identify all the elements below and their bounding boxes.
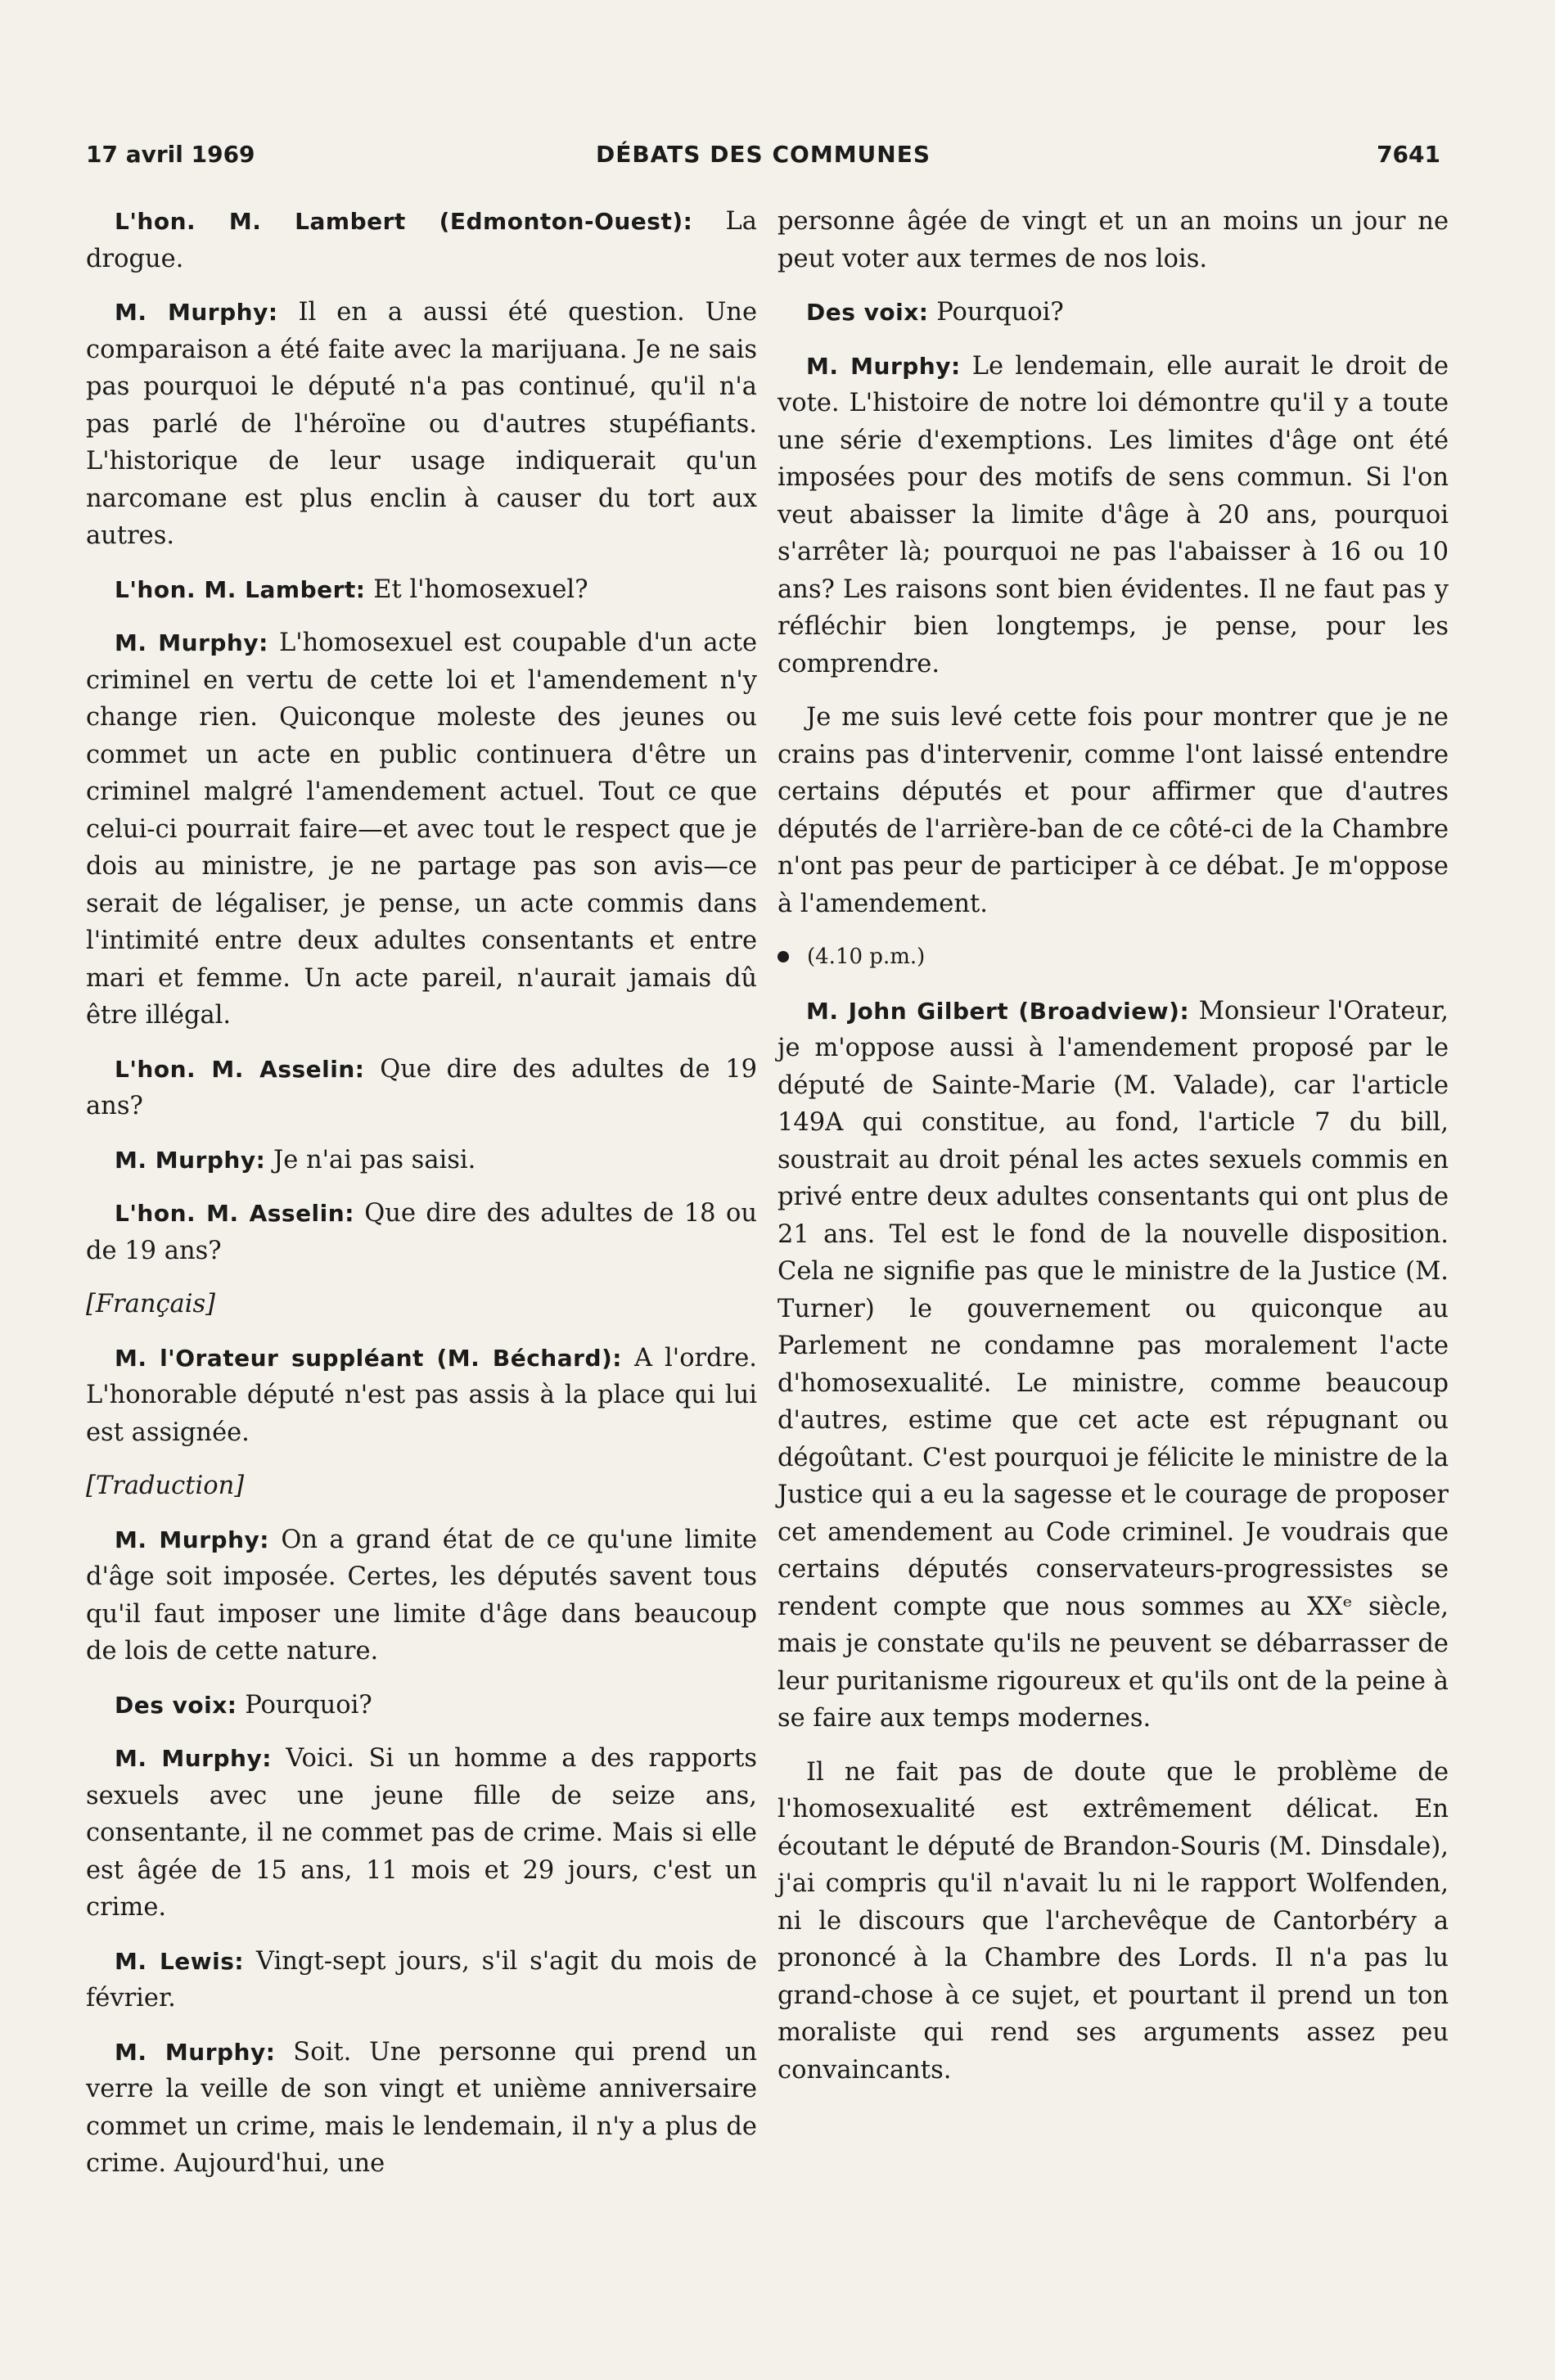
header-date: 17 avril 1969 bbox=[86, 141, 255, 168]
paragraph bbox=[86, 1142, 757, 1179]
speech-text: Que dire des adultes de 18 ou de 19 ans? bbox=[86, 1199, 758, 1265]
speech-text: Vingt-sept jours, s'il s'agit du mois de février. bbox=[86, 1946, 757, 2013]
speech-text: Pourquoi? bbox=[928, 298, 1064, 327]
speech-text: Voici. Si un homme a des rapports sexuels avec une jeune fille de seize ans, consentante, il ne commet pas de crime. Mais si elle est âgée de 15 ans, 11 mois et 29 jours, c'est un crime. bbox=[86, 1744, 757, 1922]
language-tag: [Français] bbox=[86, 1290, 216, 1318]
speech-text: Pourquoi? bbox=[237, 1690, 372, 1720]
speaker-name: M. Murphy: bbox=[115, 1526, 269, 1553]
time-text: (4.10 p.m.) bbox=[807, 944, 926, 969]
speech-text: La drogue. bbox=[86, 207, 757, 273]
speech-text: Soit. Une personne qui prend un verre la veille de son vingt et unième anniversaire commet un crime, mais le lendemain, il n'y a plus de crime. Aujourd'hui, une bbox=[86, 2037, 757, 2178]
speech-text: Le lendemain, elle aurait le droit de vote. L'histoire de notre loi démontre qu'il y a toute une série d'exemptions. Les limites d'âge ont été imposées pour des motifs de sens commun. Si l'on veut abaisser la limite d'âge à 20 ans, pourquoi s'arrêter là; pourquoi ne pas l'abaisser à 16 ou 10 ans? Les raisons sont bien évidentes. Il ne faut pas y réfléchir bien longtemps, je pense, pour les comprendre. bbox=[778, 351, 1449, 678]
speaker-name: M. l'Orateur suppléant (M. Béchard): bbox=[115, 1344, 622, 1372]
speech-text: Que dire des adultes de 19 ans? bbox=[86, 1054, 758, 1120]
paragraph bbox=[86, 571, 757, 609]
paragraph bbox=[86, 1051, 757, 1125]
speech-text: Il en a aussi été question. Une comparaison a été faite avec la marijuana. Je ne sais pas pourquoi le député n'a pas continué, qu'il n'a pas parlé de l'héroïne ou d'autres stupéfiants. L'historique de leur usage indiquerait qu'un narcomane est plus enclin à causer du tort aux autres. bbox=[86, 298, 757, 550]
paragraph bbox=[86, 2034, 757, 2183]
paragraph bbox=[778, 294, 1449, 331]
paragraph bbox=[778, 348, 1449, 683]
right-column bbox=[778, 203, 1449, 2105]
left-column bbox=[86, 203, 757, 2199]
speaker-name: L'hon. M. Lambert: bbox=[115, 575, 366, 603]
speech-text: On a grand état de ce qu'une limite d'âge soit imposée. Certes, les députés savent tous qu'il faut imposer une limite d'âge dans beaucoup de lois de cette nature. bbox=[86, 1525, 757, 1666]
speech-text: L'homosexuel est coupable d'un acte criminel en vertu de cette loi et l'amendement n'y change rien. Quiconque moleste des jeunes ou commet un acte en public continuera d'être un criminel malgré l'amendement actuel. Tout ce que celui-ci pourrait faire—et avec tout le respect que je dois au ministre, je ne partage pas son avis—ce serait de légaliser, je pense, un acte commis dans l'intimité entre deux adultes consentants et entre mari et femme. Un acte pareil, n'aurait jamais dû être illégal. bbox=[86, 629, 758, 1030]
paragraph bbox=[86, 294, 757, 555]
speech-text: Il ne fait pas de doute que le problème de l'homosexualité est extrêmement délicat. En écoutant le député de Brandon-Souris (M. Dinsdale), j'ai compris qu'il n'avait lu ni le rapport Wolfenden, ni le discours que l'archevêque de Cantorbéry a prononcé à la Chambre des Lords. Il n'a pas lu grand-chose à ce sujet, et pourtant il prend un ton moraliste qui rend ses arguments assez peu convaincants. bbox=[778, 1757, 1449, 2085]
header-title: DÉBATS DES COMMUNES bbox=[595, 141, 931, 168]
speech-text: Et l'homosexuel? bbox=[365, 575, 588, 604]
page-header bbox=[86, 141, 1440, 182]
speaker-name: M. Murphy: bbox=[806, 352, 961, 380]
paragraph bbox=[778, 993, 1449, 1738]
paragraph bbox=[86, 624, 757, 1034]
paragraph bbox=[778, 1754, 1449, 2089]
paragraph bbox=[86, 1521, 757, 1670]
speaker-name: Des voix: bbox=[806, 299, 929, 326]
speaker-name: L'hon. M. Asselin: bbox=[115, 1200, 354, 1227]
paragraph bbox=[86, 203, 757, 277]
speech-text: Monsieur l'Orateur, je m'oppose aussi à l'amendement proposé par le député de Sainte-Marie (M. Valade), car l'article 149A qui constitue, au fond, l'article 7 du bill, soustrait au droit pénal les actes sexuels commis en privé entre deux adultes consentants qui ont plus de 21 ans. Tel est le fond de la nouvelle disposition. Cela ne signifie pas que le ministre de la Justice (M. Turner) le gouvernement ou quiconque au Parlement ne condamne pas moralement l'acte d'homosexualité. Le ministre, comme beaucoup d'autres, estime que cet acte est répugnant ou dégoûtant. C'est pourquoi je félicite le ministre de la Justice qui a eu la sagesse et le courage de proposer cet amendement au Code criminel. Je voudrais que certains députés conservateurs-progressistes se rendent compte que nous sommes au XXᵉ siècle, mais je constate qu'ils ne peuvent se débarrasser de leur puritanisme rigoureux et qu'ils ont de la peine à se faire aux temps modernes. bbox=[778, 996, 1449, 1733]
paragraph bbox=[86, 1195, 757, 1269]
time-stamp bbox=[778, 939, 1449, 976]
speech-text: A l'ordre. L'honorable député n'est pas assis à la place qui lui est assignée. bbox=[86, 1343, 757, 1447]
paragraph bbox=[86, 1340, 757, 1452]
speaker-name: L'hon. M. Asselin: bbox=[115, 1055, 365, 1083]
page-number: 7641 bbox=[1377, 141, 1440, 168]
paragraph bbox=[86, 1740, 757, 1927]
speaker-name: Des voix: bbox=[115, 1691, 237, 1719]
speaker-name: M. Murphy: bbox=[115, 299, 278, 326]
speaker-name: M. Murphy: bbox=[115, 1745, 272, 1772]
speech-text: Je n'ai pas saisi. bbox=[265, 1145, 476, 1174]
speech-text: Je me suis levé cette fois pour montrer que je ne crains pas d'intervenir, comme l'ont laissé entendre certains députés et pour affirmer que d'autres députés de l'arrière-ban de ce côté-ci de la Chambre n'ont pas peur de participer à ce débat. Je m'oppose à l'amendement. bbox=[778, 703, 1449, 918]
paragraph bbox=[86, 1687, 757, 1724]
bullet-icon bbox=[778, 951, 789, 962]
paragraph bbox=[778, 699, 1449, 922]
speech-text: personne âgée de vingt et un an moins un jour ne peut voter aux termes de nos lois. bbox=[778, 207, 1449, 273]
speaker-name: M. Murphy: bbox=[115, 1146, 266, 1174]
paragraph bbox=[86, 1943, 757, 2017]
paragraph bbox=[778, 203, 1449, 277]
speaker-name: M. Lewis: bbox=[115, 1947, 245, 1975]
speaker-name: L'hon. M. Lambert (Edmonton-Ouest): bbox=[115, 208, 693, 235]
speaker-name: M. Murphy: bbox=[115, 2038, 276, 2066]
speaker-name: M. Murphy: bbox=[115, 629, 268, 656]
language-tag: [Traduction] bbox=[86, 1472, 245, 1500]
speaker-name: M. John Gilbert (Broadview): bbox=[806, 997, 1190, 1025]
